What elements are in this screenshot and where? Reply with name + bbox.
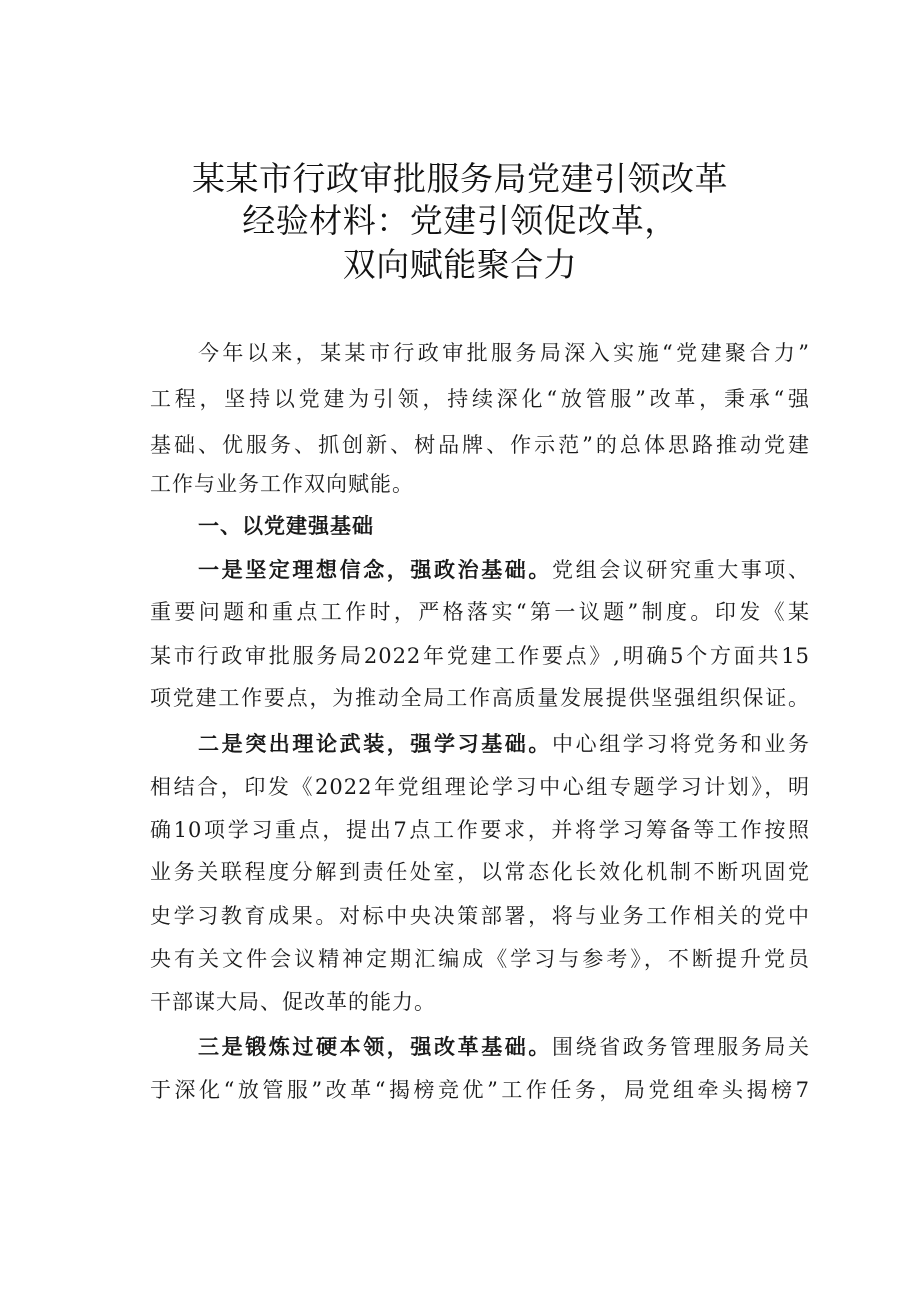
para1-first-rest: 党组会议研究重大事项、 (552, 558, 810, 582)
para3-lead: 三是锻炼过硬本领，强改革基础。 (198, 1034, 552, 1059)
para1-lead: 一是坚定理想信念，强政治基础。 (198, 557, 552, 582)
document-title-line-3: 双向赋能聚合力 (342, 245, 578, 284)
para1-line-1 (198, 556, 810, 584)
para2-line-3: 确10项学习重点，提出7点工作要求，并将学习筹备等工作按照 (150, 818, 810, 842)
para2-line-4: 业务关联程度分解到责任处室，以常态化长效化机制不断巩固党 (150, 860, 810, 884)
para2-line-5: 史学习教育成果。对标中央决策部署，将与业务工作相关的党中 (150, 904, 810, 928)
para2-line-6: 央有关文件会议精神定期汇编成《学习与参考》，不断提升党员 (150, 947, 810, 971)
intro-line-2: 工程，坚持以党建为引领，持续深化“放管服”改革，秉承“强 (150, 387, 810, 411)
para3-line-1 (198, 1033, 810, 1061)
para2-lead: 二是突出理论武装，强学习基础。 (198, 731, 552, 756)
intro-line-3: 基础、优服务、抓创新、树品牌、作示范”的总体思路推动党建 (150, 433, 810, 457)
para1-line-4: 项党建工作要点，为推动全局工作高质量发展提供坚强组织保证。 (150, 686, 810, 710)
document-title-line-1: 某某市行政审批服务局党建引领改革 (192, 159, 728, 198)
para2-line-7: 干部谋大局、促改革的能力。 (150, 990, 436, 1014)
document-title-line-2: 经验材料：党建引领促改革， (242, 201, 678, 240)
para3-line-2: 于深化“放管服”改革“揭榜竞优”工作任务，局党组牵头揭榜7 (150, 1078, 810, 1102)
para2-line-2: 相结合，印发《2022年党组理论学习中心组专题学习计划》，明 (150, 775, 810, 799)
para2-line-1 (198, 730, 810, 758)
para1-line-3: 某市行政审批服务局2022年党建工作要点》,明确5个方面共15 (150, 644, 810, 668)
intro-line-4: 工作与业务工作双向赋能。 (150, 472, 414, 496)
section-heading-1: 一、以党建强基础 (198, 513, 374, 538)
para3-first-rest: 围绕省政务管理服务局关 (552, 1035, 810, 1059)
para1-line-2: 重要问题和重点工作时，严格落实“第一议题”制度。印发《某 (150, 600, 810, 624)
intro-line-1: 今年以来，某某市行政审批服务局深入实施“党建聚合力” (198, 341, 810, 365)
para2-first-rest: 中心组学习将党务和业务 (552, 732, 810, 756)
